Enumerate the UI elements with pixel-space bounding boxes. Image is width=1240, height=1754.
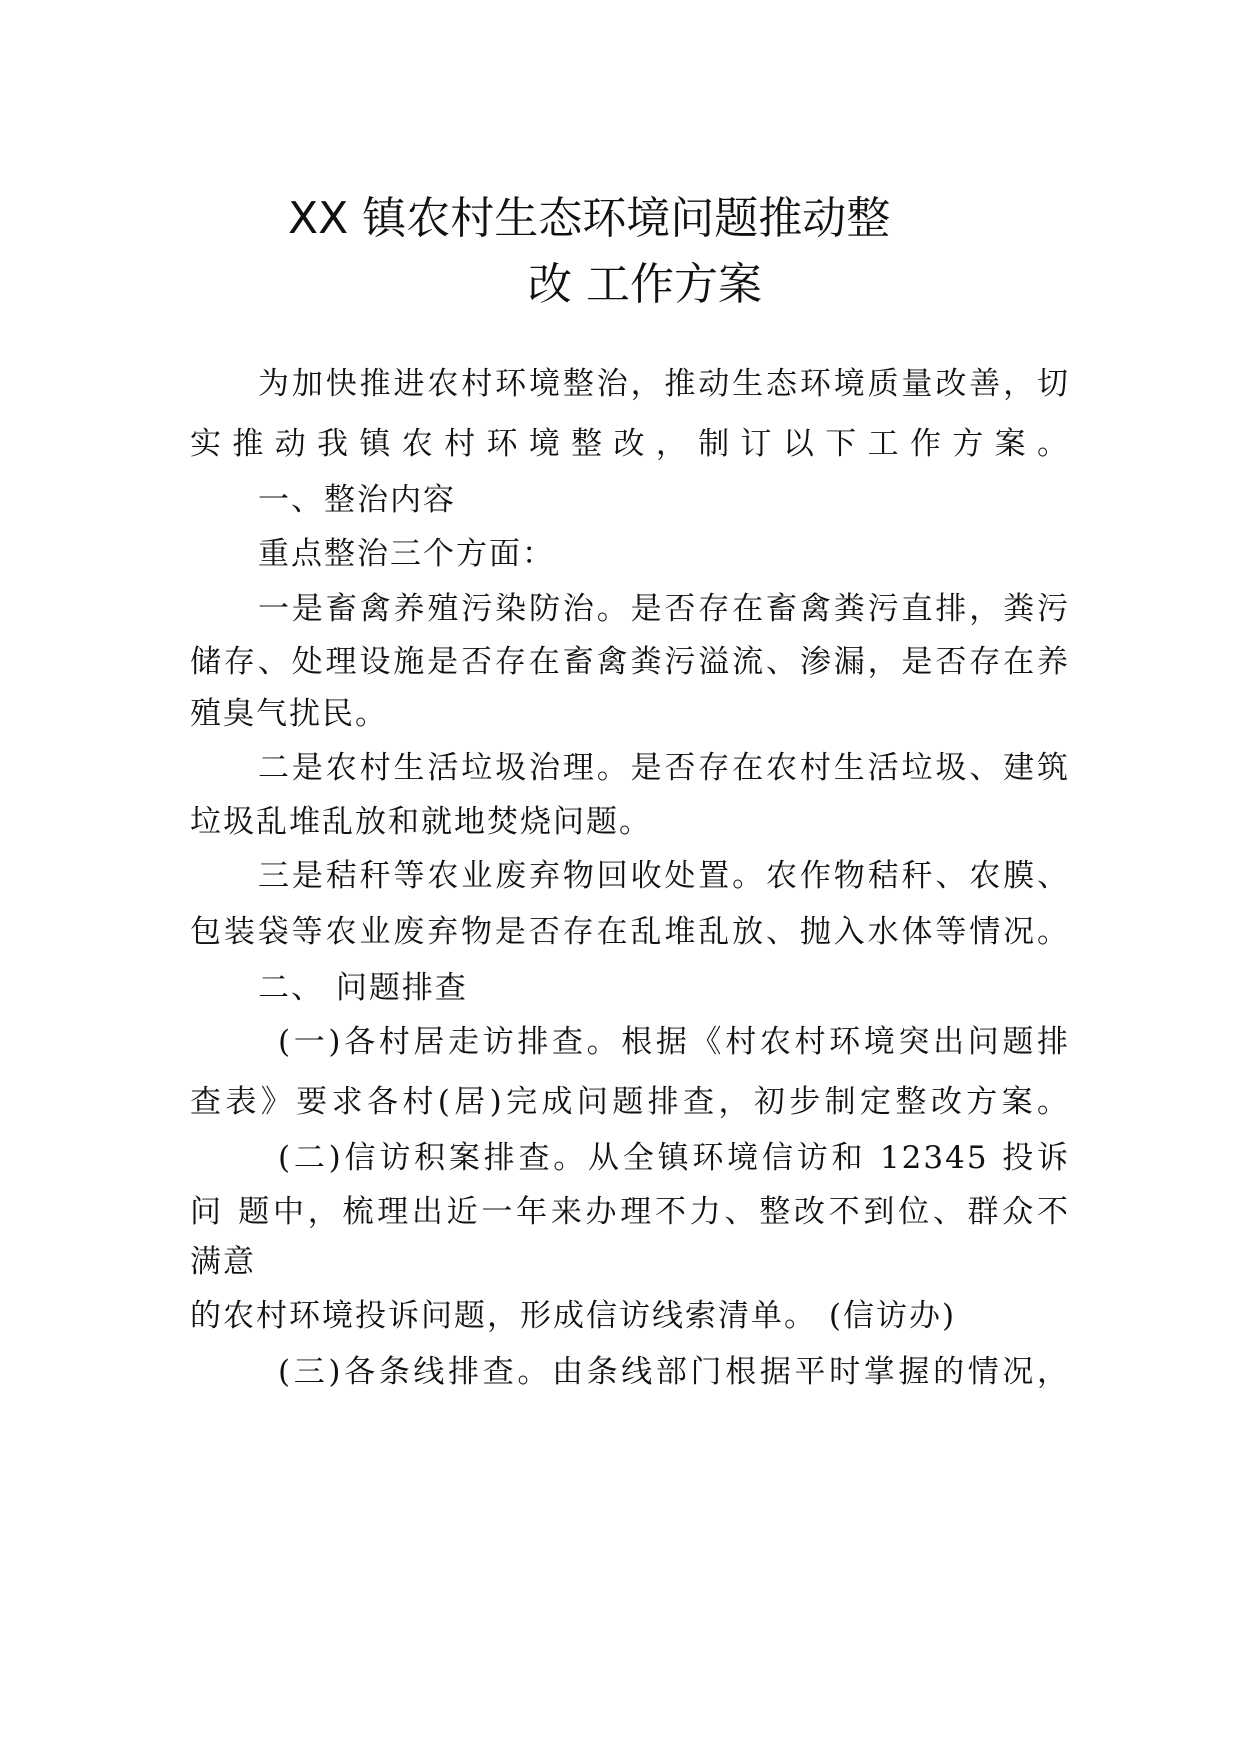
paragraph-line: 三是秸秆等农业废弃物回收处置。农作物秸秆、农膜、: [258, 858, 1070, 894]
paragraph-line: (一)各村居走访排查。根据《村农村环境突出问题排: [278, 1024, 1070, 1060]
paragraph-line: 殖臭气扰民。: [190, 696, 388, 732]
section-heading-1: 一、整治内容: [258, 482, 456, 518]
paragraph-line: 问 题中，梳理出近一年来办理不力、整改不到位、群众不: [190, 1194, 1070, 1230]
document-title-line-1: XX 镇农村生态环境问题推动整: [288, 193, 891, 244]
paragraph-line: 垃圾乱堆乱放和就地焚烧问题。: [190, 804, 652, 840]
document-title-line-2: 改 工作方案: [528, 259, 762, 310]
section-heading-2: 二、 问题排查: [258, 970, 468, 1006]
paragraph-line: 查表》要求各村(居)完成问题排查，初步制定整改方案。: [190, 1084, 1070, 1120]
paragraph-line: 包装袋等农业废弃物是否存在乱堆乱放、抛入水体等情况。: [190, 914, 1070, 950]
intro-line-1: 为加快推进农村环境整治，推动生态环境质量改善，切: [258, 366, 1070, 402]
paragraph-line: (三)各条线排查。由条线部门根据平时掌握的情况，: [278, 1354, 1070, 1390]
paragraph-line: (二)信访积案排查。从全镇环境信访和 12345 投诉: [278, 1140, 1070, 1176]
paragraph-line: 的农村环境投诉问题，形成信访线索清单。 (信访办): [190, 1298, 957, 1334]
paragraph-line: 二是农村生活垃圾治理。是否存在农村生活垃圾、建筑: [258, 750, 1070, 786]
paragraph-line: 满意: [190, 1244, 256, 1280]
paragraph-line: 重点整治三个方面：: [258, 536, 555, 572]
paragraph-line: 一是畜禽养殖污染防治。是否存在畜禽粪污直排，粪污: [258, 591, 1070, 627]
intro-line-2: 实推动我镇农村环境整改，制订以下工作方案。: [190, 426, 1070, 462]
paragraph-line: 储存、处理设施是否存在畜禽粪污溢流、渗漏，是否存在养: [190, 644, 1070, 680]
